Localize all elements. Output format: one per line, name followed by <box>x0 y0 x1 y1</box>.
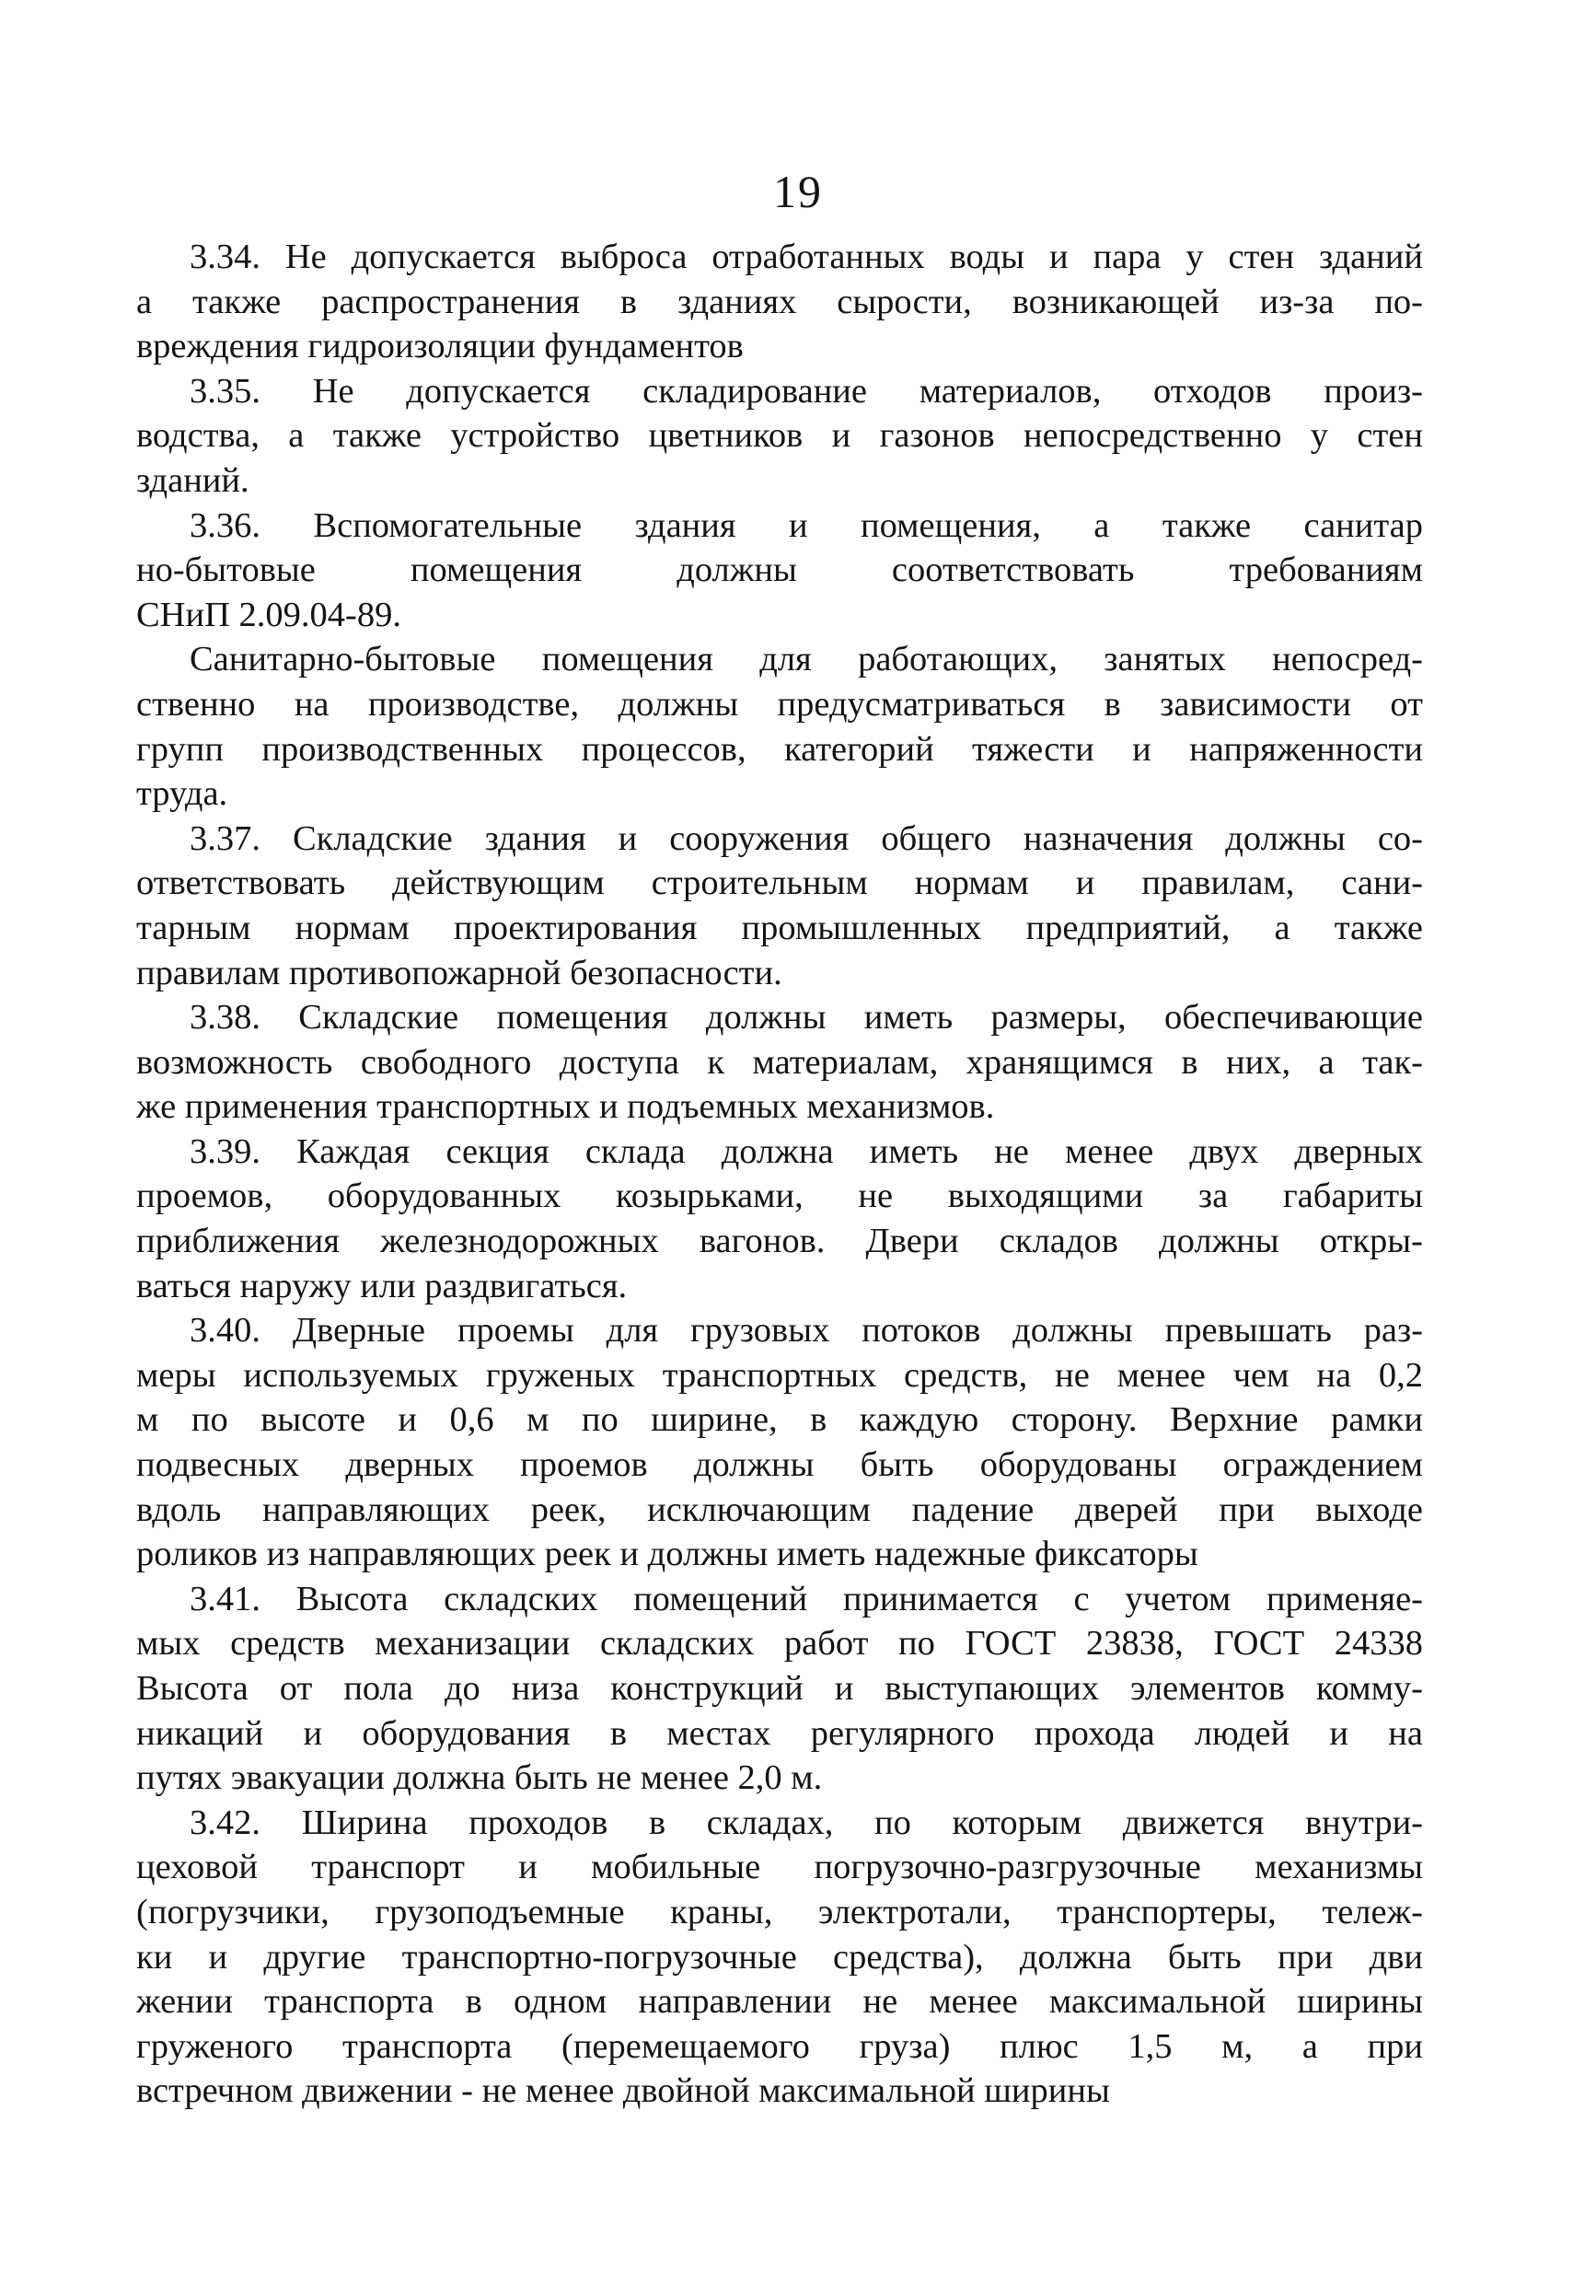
text-line: 3.42. Ширина проходов в складах, по которым движется внутри- <box>190 1803 1423 1842</box>
text-line: ственно на производстве, должны предусматриваться в зависимости от <box>136 684 1423 724</box>
text-line: правилам противопожарной безопасности. <box>136 953 782 992</box>
text-line: жении транспорта в одном направлении не менее максимальной ширины <box>136 1982 1423 2022</box>
paragraph-p340 <box>136 1308 1423 1577</box>
paragraph-p337 <box>136 817 1423 995</box>
text-line: возможность свободного доступа к материалам, хранящимся в них, а так- <box>136 1042 1423 1082</box>
text-line: вдоль направляющих реек, исключающим падение дверей при выходе <box>136 1490 1423 1529</box>
paragraph-p336b <box>136 637 1423 816</box>
text-line: груженого транспорта (перемещаемого груза) плюс 1,5 м, а при <box>136 2026 1423 2066</box>
text-line: тарным нормам проектирования промышленных предприятий, а также <box>136 908 1423 947</box>
paragraph-p336 <box>136 504 1423 638</box>
text-line: Высота от пола до низа конструкций и выступающих элементов комму- <box>136 1669 1423 1708</box>
text-line: же применения транспортных и подъемных механизмов. <box>136 1087 995 1127</box>
paragraph-p338 <box>136 995 1423 1130</box>
text-line: встречном движении - не менее двойной максимальной ширины <box>136 2071 1110 2111</box>
text-line: проемов, оборудованных козырьками, не выходящими за габариты <box>136 1177 1423 1216</box>
text-line: водства, а также устройство цветников и газонов непосредственно у стен <box>136 416 1423 456</box>
text-line: никаций и оборудования в местах регулярного прохода людей и на <box>136 1713 1423 1753</box>
text-line: а также распространения в зданиях сырости, возникающей из-за по- <box>136 282 1423 321</box>
text-line: Санитарно-бытовые помещения для работающих, занятых непосред- <box>190 640 1423 679</box>
text-line: подвесных дверных проемов должны быть оборудованы ограждением <box>136 1445 1423 1485</box>
text-line: мых средств механизации складских работ по ГОСТ 23838, ГОСТ 24338 <box>136 1624 1423 1664</box>
paragraph-p342 <box>136 1801 1423 2114</box>
text-line: путях эвакуации должна быть не менее 2,0 м. <box>136 1758 823 1798</box>
text-line: ваться наружу или раздвигаться. <box>136 1266 628 1305</box>
text-line: роликов из направляющих реек и должны иметь надежные фиксаторы <box>136 1535 1198 1574</box>
text-line: 3.36. Вспомогательные здания и помещения, а также санитар <box>190 505 1423 545</box>
text-line: но-бытовые помещения должны соответствовать требованиям <box>136 551 1423 590</box>
text-line: 3.41. Высота складских помещений принимается с учетом применяе- <box>190 1579 1423 1618</box>
text-line: труда. <box>136 774 228 814</box>
page-number: 19 <box>773 166 823 217</box>
text-line: ответствовать действующим строительным нормам и правилам, сани- <box>136 864 1423 903</box>
text-line: 3.38. Складские помещения должны иметь размеры, обеспечивающие <box>190 998 1423 1038</box>
text-line: 3.40. Дверные проемы для грузовых потоков должны превышать раз- <box>190 1311 1423 1351</box>
text-line: ки и другие транспортно-погрузочные средства), должна быть при дви <box>136 1937 1423 1977</box>
text-line: приближения железнодорожных вагонов. Двери складов должны откры- <box>136 1222 1423 1261</box>
text-line: меры используемых груженых транспортных средств, не менее чем на 0,2 <box>136 1355 1423 1395</box>
text-line: 3.35. Не допускается складирование материалов, отходов произ- <box>190 371 1423 411</box>
text-line: м по высоте и 0,6 м по ширине, в каждую сторону. Верхние рамки <box>136 1400 1423 1440</box>
paragraph-p335 <box>136 369 1423 504</box>
paragraph-p341 <box>136 1577 1423 1801</box>
text-line: (погрузчики, грузоподъемные краны, электротали, транспортеры, тележ- <box>136 1892 1423 1931</box>
text-line: 3.39. Каждая секция склада должна иметь не менее двух дверных <box>190 1131 1423 1171</box>
text-line: вреждения гидроизоляции фундаментов <box>136 327 744 366</box>
text-line: групп производственных процессов, категорий тяжести и напряженности <box>136 729 1423 769</box>
paragraph-p334 <box>136 235 1423 369</box>
document-body <box>136 235 1423 2114</box>
text-line: 3.37. Складские здания и сооружения общего назначения должны со- <box>190 818 1423 858</box>
text-line: зданий. <box>136 460 249 500</box>
text-line: СНиП 2.09.04-89. <box>136 595 401 634</box>
text-line: 3.34. Не допускается выброса отработанных воды и пара у стен зданий <box>190 238 1423 276</box>
text-line: цеховой транспорт и мобильные погрузочно-разгрузочные механизмы <box>136 1848 1423 1887</box>
paragraph-p339 <box>136 1130 1423 1308</box>
